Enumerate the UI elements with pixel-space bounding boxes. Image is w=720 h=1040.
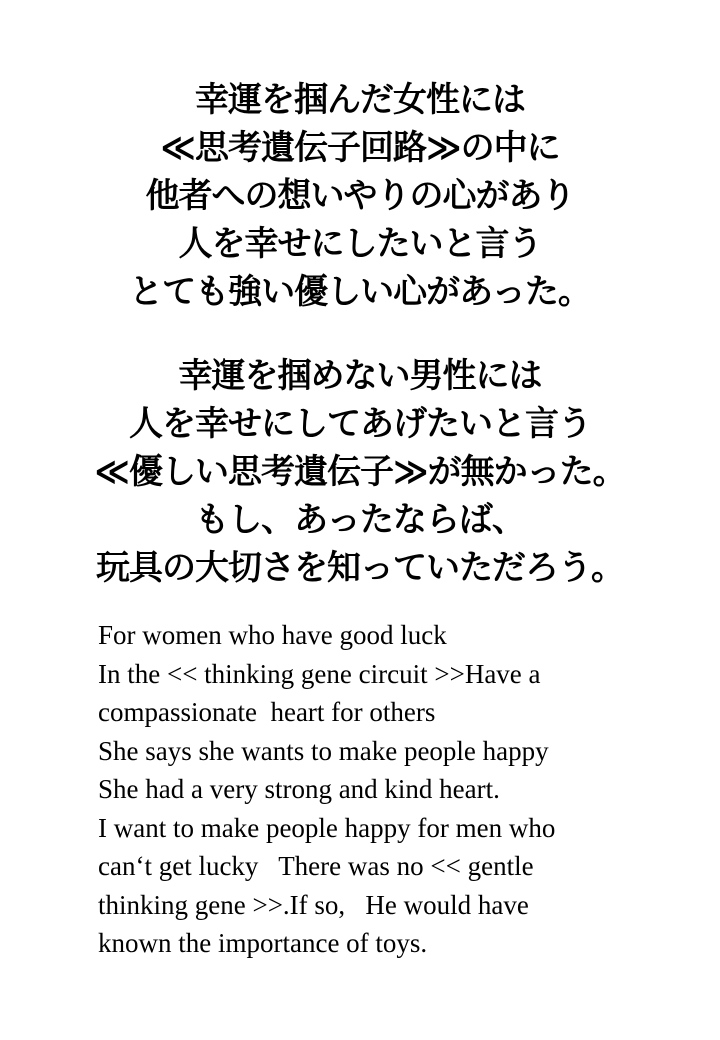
english-translation [98,616,698,963]
japanese-line: ≪思考遺伝子回路≫の中に [160,128,560,168]
english-line: In the << thinking gene circuit >>Have a [98,658,541,689]
english-line: can‘t get lucky There was no << gentle [98,851,534,881]
english-line: I want to make people happy for men who [98,812,556,843]
japanese-line: 幸運を掴んだ女性には [195,80,525,120]
japanese-line: もし、あったならば、 [195,500,525,540]
english-line: compassionate heart for others [98,697,436,727]
japanese-line: とても強い優しい心があった。 [129,272,591,312]
japanese-line: ≪優しい思考遺伝子≫が無かった。 [94,452,626,492]
japanese-line: 玩具の大切さを知っていただろう。 [96,548,624,588]
japanese-stanza-1 [0,76,720,316]
english-line: She says she wants to make people happy [98,735,549,766]
japanese-line: 他者への想いやりの心があり [145,176,575,216]
japanese-stanza-2 [0,352,720,592]
english-line: thinking gene >>.If so, He would have [98,889,529,920]
japanese-line: 幸運を掴めない男性には [178,356,542,396]
english-line: For women who have good luck [98,620,447,650]
english-line: known the importance of toys. [98,928,428,958]
japanese-line: 人を幸せにしてあげたいと言う [129,404,591,444]
english-line: She had a very strong and kind heart. [98,774,500,804]
japanese-line: 人を幸せにしたいと言う [178,224,542,264]
